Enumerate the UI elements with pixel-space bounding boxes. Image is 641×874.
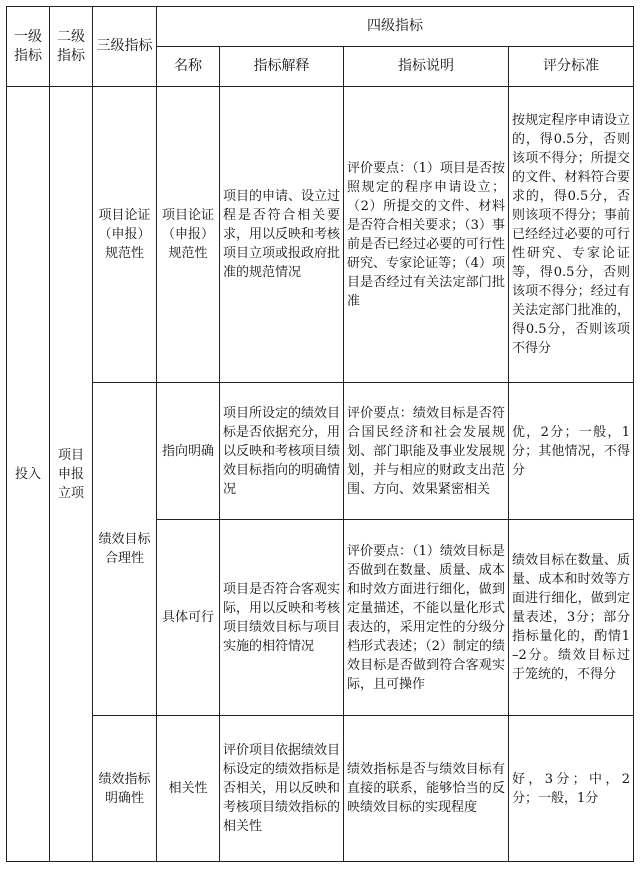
table-row xyxy=(7,383,634,520)
header-level2: 二级指标 xyxy=(50,7,93,87)
standard-cell: 绩效目标在数量、质量、成本和时效等方面进行细化，做到定量表述，3分；部分指标量化的，酌情1–2分。绩效目标过于笼统的，不得分 xyxy=(509,520,634,716)
header-level4: 四级指标 xyxy=(157,7,634,47)
header-explanation: 指标解释 xyxy=(220,47,344,87)
header-name: 名称 xyxy=(157,47,220,87)
standard-cell: 好，3分；中，2分；一般，1分 xyxy=(509,716,634,862)
standard-cell: 按规定程序申请设立的，得0.5分，否则该项不得分；所提交的文件、材料符合要求的，得0.5分，否则该项不得分；事前已经经过必要的可行性研究、专家论证等，得0.5分，否则该项不得分；经过有关法定部门批准的，得0.5分，否则该项不得分 xyxy=(509,87,634,383)
level3-cell: 绩效指标明确性 xyxy=(93,716,157,862)
table-row xyxy=(7,87,634,383)
header-standard: 评分标准 xyxy=(509,47,634,87)
description-cell: 评价要点：（1）项目是否按照规定的程序申请设立；（2）所提交的文件、材料是否符合相关要求；（3）事前是否已经过必要的可行性研究、专家论证等；（4）项目是否经过有关法定部门批准 xyxy=(344,87,509,383)
explanation-cell: 评价项目依据绩效目标设定的绩效指标是否相关，用以反映和考核项目绩效指标的相关性 xyxy=(220,716,344,862)
header-row-1 xyxy=(7,7,634,47)
indicator-table xyxy=(6,6,634,862)
level1-cell: 投入 xyxy=(7,87,50,862)
header-level1: 一级指标 xyxy=(7,7,50,87)
header-description: 指标说明 xyxy=(344,47,509,87)
explanation-cell: 项目的申请、设立过程是否符合相关要求，用以反映和考核项目立项或报政府批准的规范情况 xyxy=(220,87,344,383)
level3-cell: 项目论证（申报）规范性 xyxy=(93,87,157,383)
level3-cell: 绩效目标合理性 xyxy=(93,383,157,716)
description-cell: 绩效指标是否与绩效目标有直接的联系，能够恰当的反映绩效目标的实现程度 xyxy=(344,716,509,862)
standard-cell: 优，2分；一般，1分；其他情况，不得分 xyxy=(509,383,634,520)
header-level3: 三级指标 xyxy=(93,7,157,87)
explanation-cell: 项目所设定的绩效目标是否依据充分，用以反映和考核项目绩效目标指向的明确情况 xyxy=(220,383,344,520)
name-cell: 相关性 xyxy=(157,716,220,862)
level2-cell: 项目申报立项 xyxy=(50,87,93,862)
description-cell: 评价要点：（1）绩效目标是否做到在数量、质量、成本和时效方面进行细化，做到定量描述，不能以量化形式表达的，采用定性的分级分档形式表述；（2）制定的绩效目标是否做到符合客观实际，且可操作 xyxy=(344,520,509,716)
description-cell: 评价要点：绩效目标是否符合国民经济和社会发展规划、部门职能及事业发展规划，并与相应的财政支出范围、方向、效果紧密相关 xyxy=(344,383,509,520)
name-cell: 具体可行 xyxy=(157,520,220,716)
name-cell: 指向明确 xyxy=(157,383,220,520)
explanation-cell: 项目是否符合客观实际，用以反映和考核项目绩效目标与项目实施的相符情况 xyxy=(220,520,344,716)
table-row xyxy=(7,716,634,862)
name-cell: 项目论证（申报）规范性 xyxy=(157,87,220,383)
